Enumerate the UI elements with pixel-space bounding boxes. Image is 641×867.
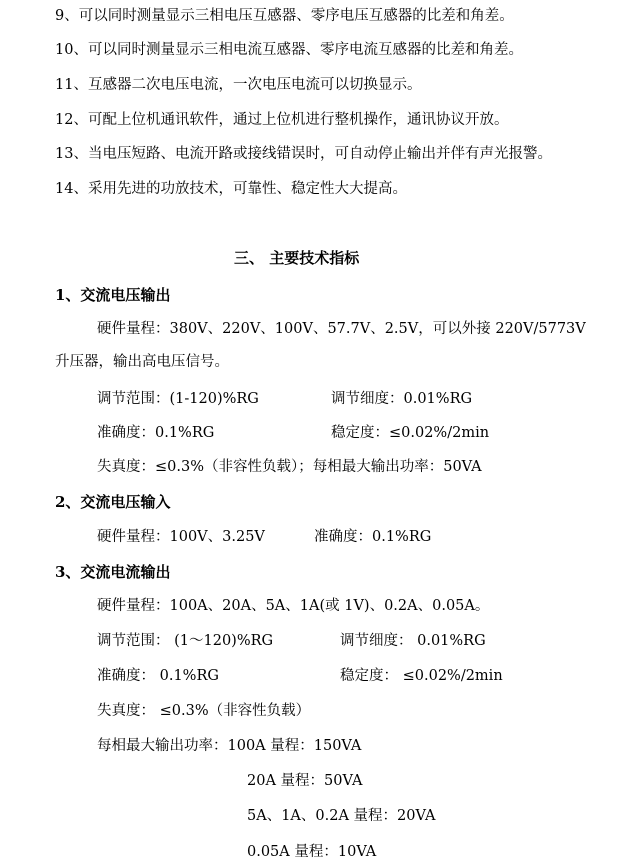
ac-current-output-power-5a: 5A、1A、0.2A 量程：20VA xyxy=(247,808,436,824)
feature-item-13: 13、当电压短路、电流开路或接线错误时，可自动停止输出并伴有声光报警。 xyxy=(55,146,552,162)
ac-voltage-output-heading: 1、交流电压输出 xyxy=(55,286,171,304)
ac-current-output-stability: 稳定度： ≤0.02%/2min xyxy=(340,668,503,684)
ac-voltage-input-heading: 2、交流电压输入 xyxy=(55,493,171,511)
ac-current-output-distortion: 失真度： ≤0.3%（非容性负载） xyxy=(97,703,311,719)
feature-item-14: 14、采用先进的功放技术，可靠性、稳定性大大提高。 xyxy=(55,181,407,197)
ac-voltage-output-adjust-resolution: 调节细度：0.01%RG xyxy=(331,391,473,407)
ac-voltage-input-range: 硬件量程：100V、3.25V xyxy=(97,529,265,545)
feature-item-11: 11、互感器二次电压电流，一次电压电流可以切换显示。 xyxy=(55,77,422,93)
ac-voltage-output-accuracy: 准确度：0.1%RG xyxy=(97,425,215,441)
feature-item-12: 12、可配上位机通讯软件，通过上位机进行整机操作，通讯协议开放。 xyxy=(55,112,509,128)
ac-current-output-power-005a: 0.05A 量程：10VA xyxy=(247,844,377,860)
ac-voltage-output-range-line1: 硬件量程：380V、220V、100V、57.7V、2.5V，可以外接 220V/5773V xyxy=(97,321,586,337)
ac-current-output-range: 硬件量程：100A、20A、5A、1A(或 1V)、0.2A、0.05A。 xyxy=(97,598,490,614)
ac-voltage-output-stability: 稳定度：≤0.02%/2min xyxy=(331,425,490,441)
ac-current-output-heading: 3、交流电流输出 xyxy=(55,563,171,581)
feature-item-9: 9、可以同时测量显示三相电压互感器、零序电压互感器的比差和角差。 xyxy=(55,8,514,24)
ac-voltage-output-adjust-range: 调节范围：(1-120)%RG xyxy=(97,391,259,407)
ac-current-output-adjust-resolution: 调节细度： 0.01%RG xyxy=(340,633,486,649)
ac-current-output-power-20a: 20A 量程：50VA xyxy=(247,773,363,789)
ac-current-output-power-100a: 每相最大输出功率：100A 量程：150VA xyxy=(97,738,362,754)
ac-current-output-adjust-range: 调节范围： (1～120)%RG xyxy=(97,633,274,649)
ac-voltage-output-distortion: 失真度：≤0.3%（非容性负载）；每相最大输出功率：50VA xyxy=(97,459,482,475)
feature-item-10: 10、可以同时测量显示三相电流互感器、零序电流互感器的比差和角差。 xyxy=(55,42,523,58)
ac-current-output-accuracy: 准确度： 0.1%RG xyxy=(97,668,219,684)
ac-voltage-input-accuracy: 准确度：0.1%RG xyxy=(314,529,432,545)
ac-voltage-output-range-line2: 升压器，输出高电压信号。 xyxy=(55,354,229,370)
section-title: 三、 主要技术指标 xyxy=(234,249,360,267)
